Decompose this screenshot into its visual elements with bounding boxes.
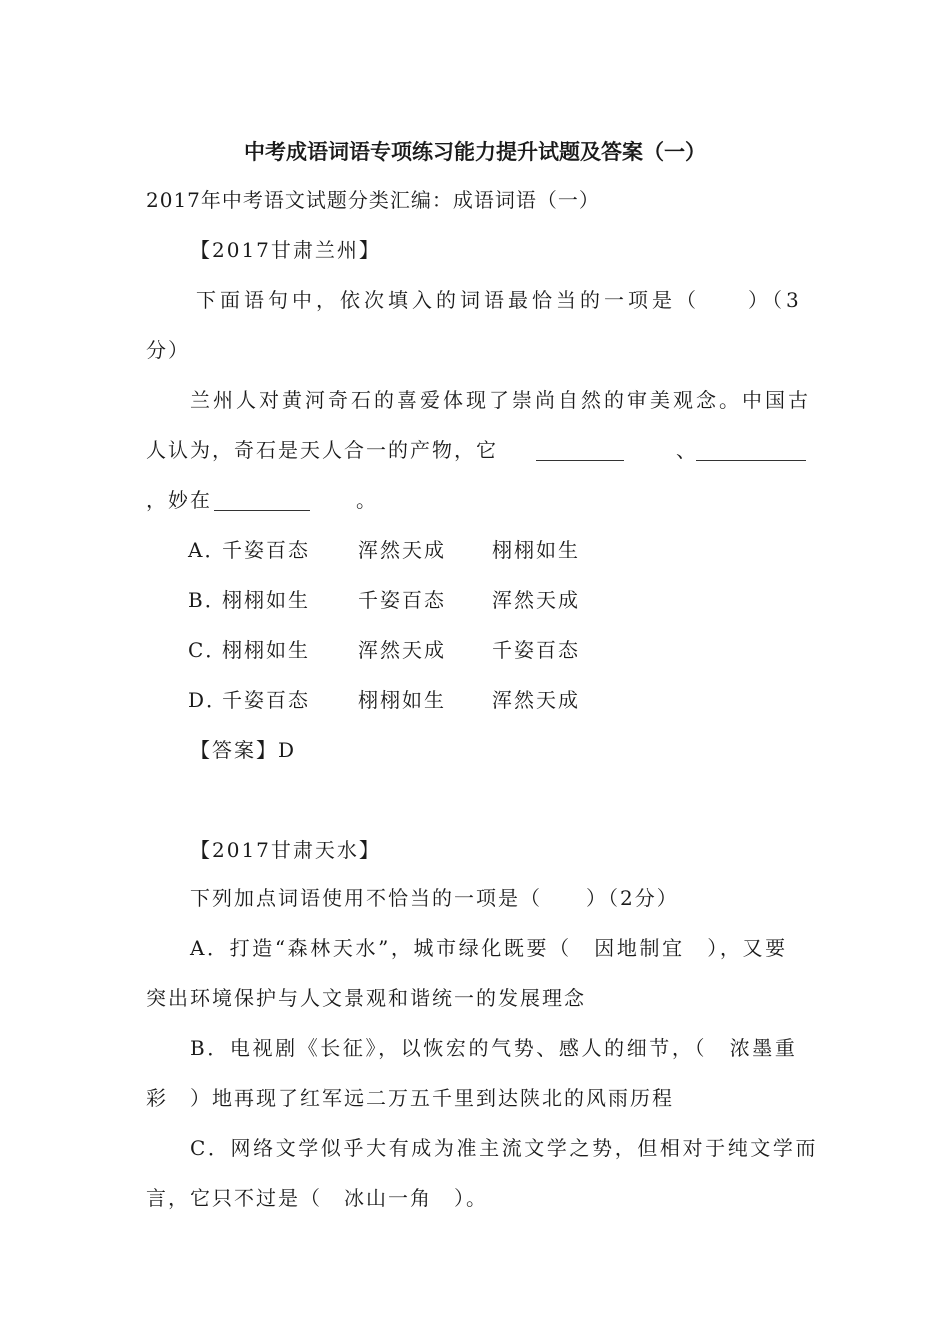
section2-option-c-line2: 言，它只不过是（ 冰山一角 ）。 — [146, 1186, 488, 1210]
option-label: D． — [188, 688, 229, 712]
option-d — [0, 686, 950, 714]
section2-heading: 【2017甘肃天水】 — [190, 838, 381, 862]
subtitle: 2017年中考语文试题分类汇编：成语词语（一） — [146, 188, 600, 212]
option-word: 浑然天成 — [358, 638, 446, 662]
passage-end: 。 — [356, 488, 378, 512]
option-label: B． — [188, 588, 227, 612]
section2-option-b-line2: 彩 ）地再现了红军远二万五千里到达陕北的风雨历程 — [146, 1086, 674, 1110]
section1-heading: 【2017甘肃兰州】 — [190, 238, 381, 262]
section2-option-a-line2: 突出环境保护与人文景观和谐统一的发展理念 — [146, 986, 586, 1010]
passage-text: 人认为，奇石是天人合一的产物，它 — [146, 438, 498, 462]
option-b — [0, 586, 950, 614]
section2-question: 下列加点词语使用不恰当的一项是（ ）（2分） — [190, 886, 679, 910]
option-word: 栩栩如生 — [492, 538, 580, 562]
section1-question-line1: 下面语句中，依次填入的词语最恰当的一项是（ ）（3 — [196, 288, 803, 312]
option-a — [0, 536, 950, 564]
section1-passage-line1: 兰州人对黄河奇石的喜爱体现了崇尚自然的审美观念。中国古 — [190, 388, 811, 412]
option-label: A． — [188, 538, 227, 562]
section1-passage-line2 — [146, 436, 498, 464]
option-word: 千姿百态 — [492, 638, 580, 662]
section1-passage-line3: ，妙在 — [146, 488, 212, 512]
option-word: 栩栩如生 — [358, 688, 446, 712]
option-word: 栩栩如生 — [222, 588, 310, 612]
document-title: 中考成语词语专项练习能力提升试题及答案（一） — [244, 140, 706, 164]
section2-option-c-line1: C．网络文学似乎大有成为准主流文学之势，但相对于纯文学而 — [190, 1136, 819, 1160]
section1-question-line2: 分） — [146, 338, 190, 362]
option-word: 浑然天成 — [492, 688, 580, 712]
fill-blank-2 — [696, 440, 806, 461]
section1-answer: 【答案】D — [190, 738, 297, 762]
option-word: 千姿百态 — [222, 538, 310, 562]
section2-option-a-line1: A．打造“森林天水”，城市绿化既要（ 因地制宜 ），又要 — [190, 936, 788, 960]
option-word: 浑然天成 — [358, 538, 446, 562]
section2-option-b-line1: B．电视剧《长征》，以恢宏的气势、感人的细节，（ 浓墨重 — [190, 1036, 798, 1060]
fill-blank-3 — [214, 490, 310, 511]
fill-blank-1 — [536, 440, 624, 461]
option-label: C． — [188, 638, 228, 662]
option-word: 千姿百态 — [358, 588, 446, 612]
option-word: 栩栩如生 — [222, 638, 310, 662]
option-word: 浑然天成 — [492, 588, 580, 612]
blank-separator: 、 — [676, 438, 698, 462]
option-c — [0, 636, 950, 664]
option-word: 千姿百态 — [222, 688, 310, 712]
